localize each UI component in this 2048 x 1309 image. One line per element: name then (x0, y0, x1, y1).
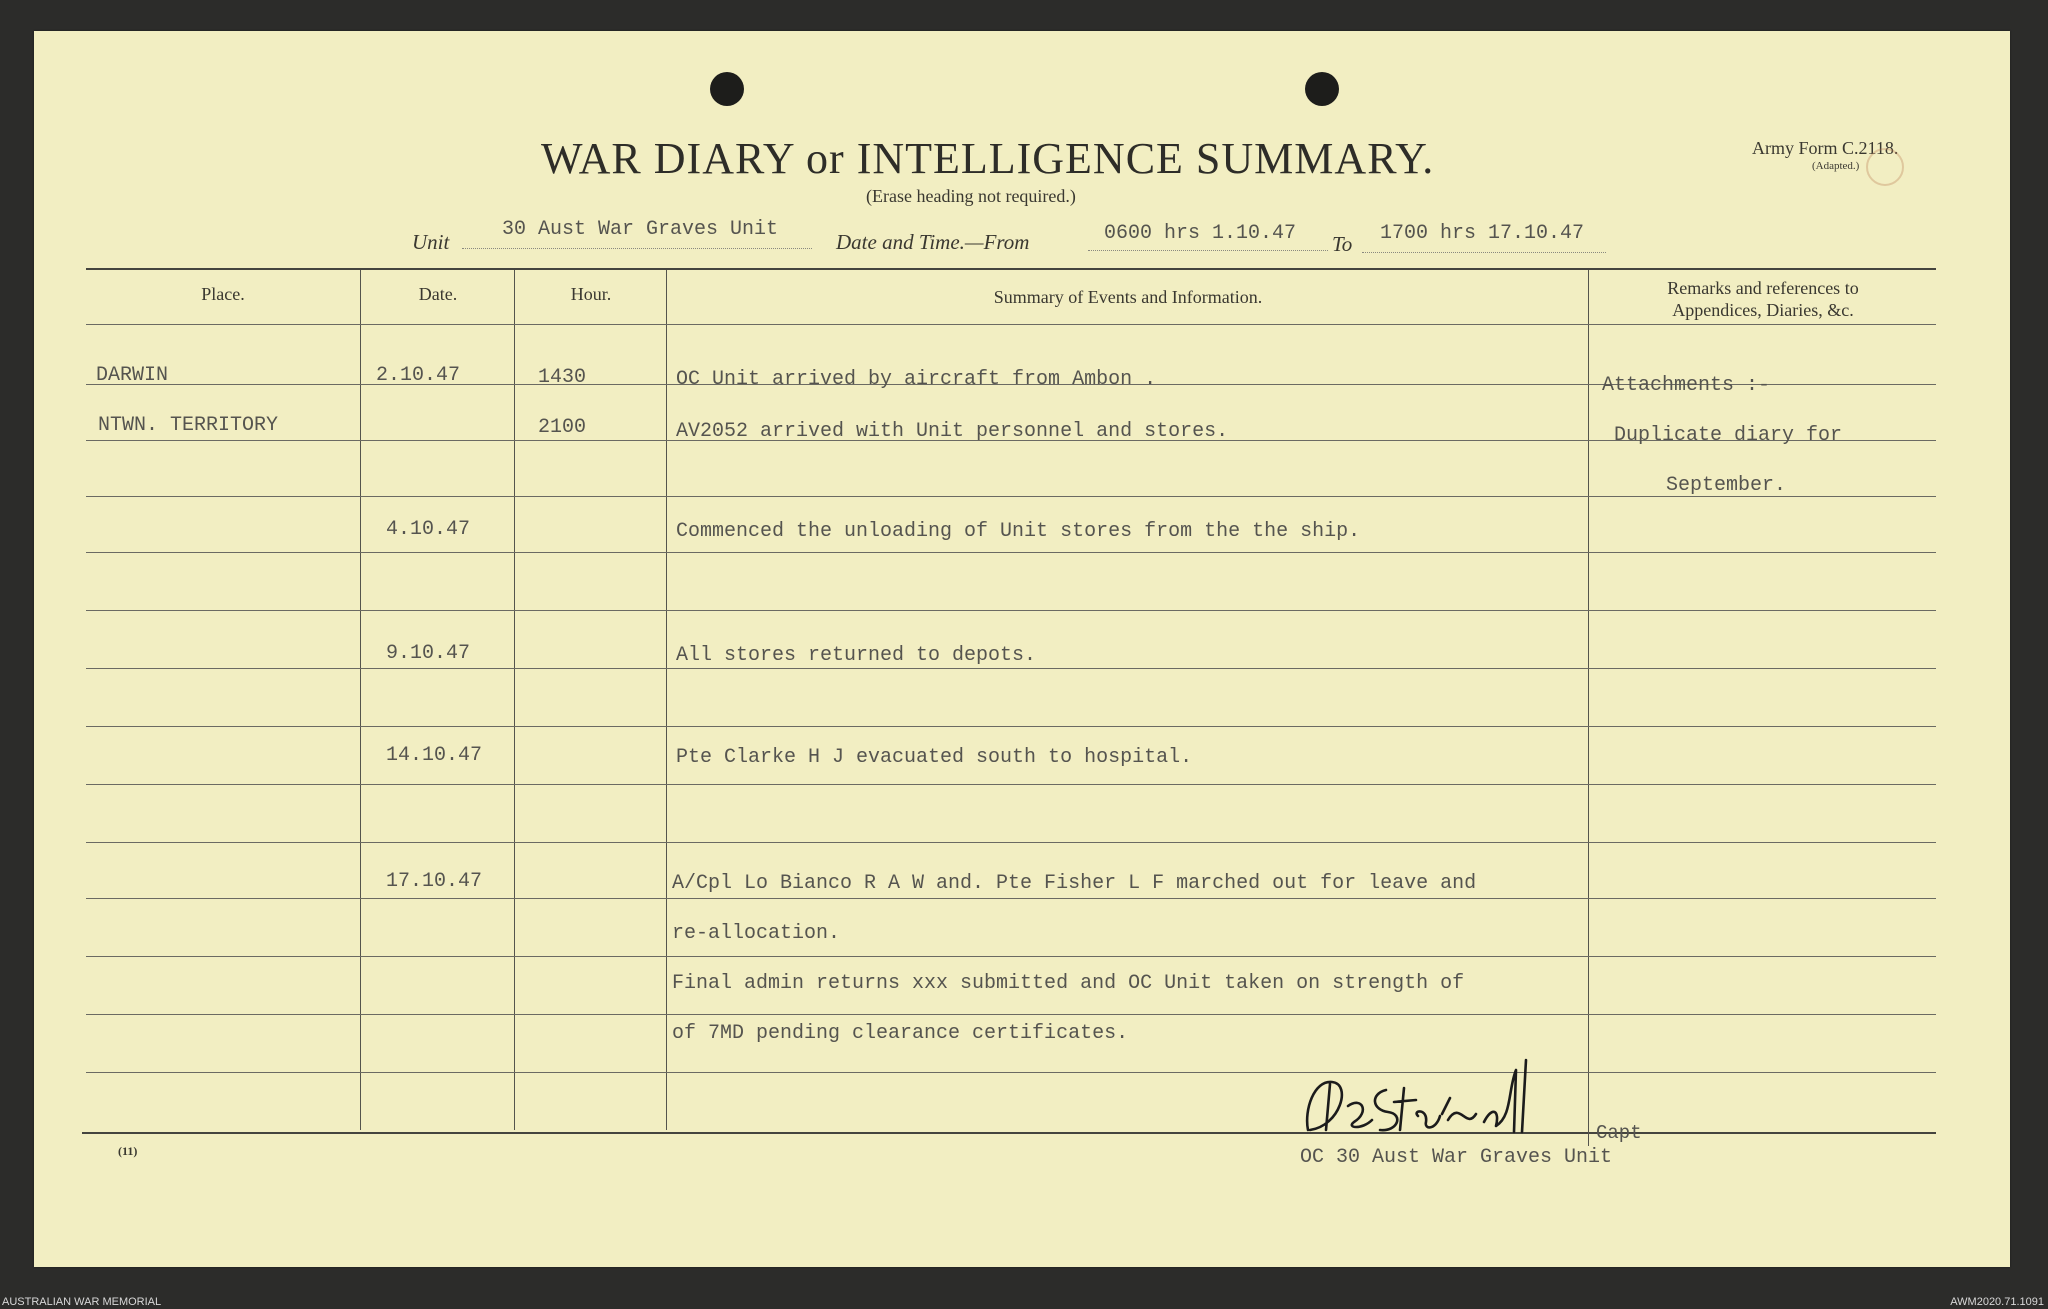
footer-right: AWM2020.71.1091 (1950, 1296, 2044, 1308)
from-underline (1088, 250, 1328, 251)
header-remarks-line-1: Remarks and references to (1667, 278, 1859, 298)
header-remarks-line-2: Appendices, Diaries, &c. (1672, 300, 1854, 320)
ruled-line (86, 1072, 1936, 1073)
remark: Attachments :- (1602, 374, 1771, 397)
punch-hole-left (710, 72, 744, 106)
date-to-value: 1700 hrs 17.10.47 (1380, 222, 1585, 245)
stamp-mark (1866, 148, 1904, 186)
army-form-note: (Adapted.) (1812, 160, 1860, 172)
ruled-line (86, 552, 1936, 553)
remark: Duplicate diary for (1614, 424, 1843, 447)
ruled-line (86, 842, 1936, 843)
table-bottom-border (82, 1132, 1936, 1134)
form-print-number: (11) (118, 1144, 138, 1158)
entry-hour: 1430 (538, 366, 587, 389)
col-divider-date (514, 270, 515, 1130)
table-top-border (86, 268, 1936, 270)
entry-summary: A/Cpl Lo Bianco R A W and. Pte Fisher L F marched out for leave and (672, 872, 1477, 895)
entry-date: 4.10.47 (386, 518, 471, 541)
place-darwin: DARWIN (96, 364, 169, 387)
remark: September. (1666, 474, 1787, 497)
header-place: Place. (201, 284, 245, 304)
col-divider-place (360, 270, 361, 1130)
date-to-label: To (1332, 232, 1353, 256)
signature-scrawl (1300, 1050, 1550, 1140)
entry-date: 2.10.47 (376, 364, 461, 387)
form-subtitle: (Erase heading not required.) (866, 186, 1076, 206)
entry-summary: re-allocation. (672, 922, 841, 945)
footer-left: AUSTRALIAN WAR MEMORIAL (2, 1296, 162, 1308)
to-underline (1362, 252, 1606, 253)
ruled-line (86, 726, 1936, 727)
entry-hour: 2100 (538, 416, 587, 439)
header-summary: Summary of Events and Information. (993, 287, 1263, 307)
ruled-line (86, 496, 1936, 497)
entry-summary: All stores returned to depots. (676, 644, 1037, 667)
unit-label: Unit (412, 230, 450, 254)
entry-summary: OC Unit arrived by aircraft from Ambon . (676, 368, 1157, 391)
ruled-line (86, 898, 1936, 899)
entry-date: 17.10.47 (386, 870, 483, 893)
signature-text (1320, 1090, 1326, 1091)
date-from-value: 0600 hrs 1.10.47 (1104, 222, 1297, 245)
ruled-line (86, 1014, 1936, 1015)
place-territory: NTWN. TERRITORY (98, 414, 279, 437)
entry-summary: AV2052 arrived with Unit personnel and stores. (676, 420, 1229, 443)
unit-value: 30 Aust War Graves Unit (502, 218, 779, 241)
ruled-line (86, 610, 1936, 611)
header-underline (86, 324, 1936, 325)
army-form-number: Army Form C.2118. (1752, 138, 1899, 158)
entry-date: 14.10.47 (386, 744, 483, 767)
ruled-line (86, 956, 1936, 957)
col-divider-hour (666, 270, 667, 1130)
punch-hole-right (1305, 72, 1339, 106)
signatory-rank: Capt (1596, 1122, 1642, 1144)
entry-summary: Pte Clarke H J evacuated south to hospital. (676, 746, 1193, 769)
ruled-line (86, 668, 1936, 669)
unit-underline (462, 248, 812, 249)
header-date: Date. (418, 284, 458, 304)
date-from-label: Date and Time.—From (836, 230, 1030, 254)
form-title: WAR DIARY or INTELLIGENCE SUMMARY. (541, 134, 1435, 183)
entry-summary: Commenced the unloading of Unit stores from the the ship. (676, 520, 1361, 543)
header-hour: Hour. (570, 284, 612, 304)
entry-summary: of 7MD pending clearance certificates. (672, 1022, 1129, 1045)
signatory-role: OC 30 Aust War Graves Unit (1300, 1146, 1613, 1169)
ruled-line (86, 784, 1936, 785)
entry-date: 9.10.47 (386, 642, 471, 665)
entry-summary: Final admin returns xxx submitted and OC Unit taken on strength of (672, 972, 1465, 995)
